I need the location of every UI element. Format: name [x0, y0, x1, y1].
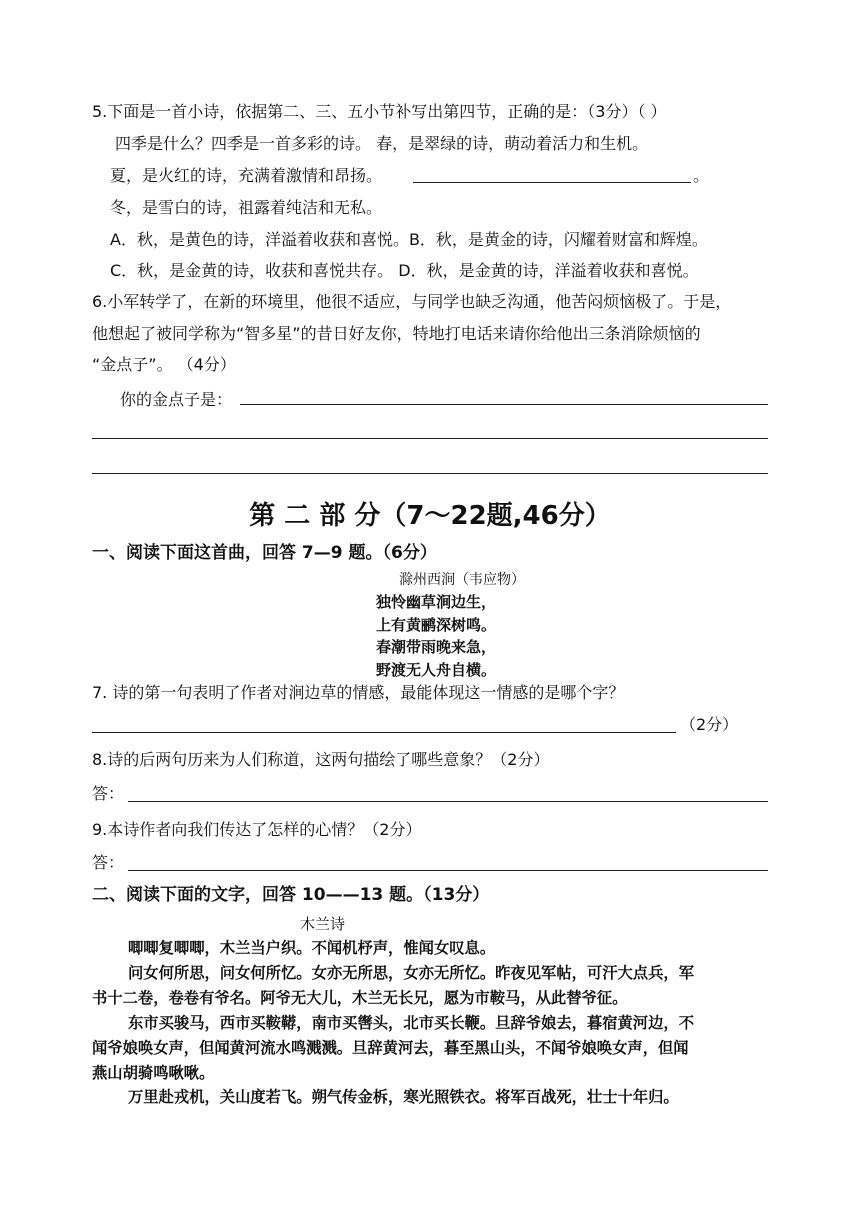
- q6-stem-line-1: 6.小军转学了，在新的环境里，他很不适应，与同学也缺乏沟通，他苦闷烦恼极了。于是，: [92, 292, 732, 311]
- q5-options-ab: A．秋，是黄色的诗，洋溢着收获和喜悦。B．秋，是黄金的诗，闪耀着财富和辉煌。: [110, 230, 708, 249]
- q5-poem-line-1: 四季是什么？四季是一首多彩的诗。 春，是翠绿的诗，萌动着活力和生机。: [115, 134, 649, 153]
- text-line-7: 万里赴戎机，关山度若飞。朔气传金柝，寒光照铁衣。将军百战死，壮士十年归。: [128, 1088, 679, 1106]
- q9-stem: 9.本诗作者向我们传达了怎样的心情？（2分）: [92, 820, 422, 839]
- q7-answer-line[interactable]: [92, 732, 676, 733]
- text-line-6: 燕山胡骑鸣啾啾。: [92, 1064, 215, 1082]
- poem-line-4: 野渡无人舟自横。: [375, 661, 496, 679]
- q8-answer-line[interactable]: [128, 801, 768, 802]
- text-line-3: 书十二卷，卷卷有爷名。阿爷无大儿，木兰无长兄，愿为市鞍马，从此替爷征。: [92, 989, 628, 1007]
- q9-answer-label: 答：: [92, 853, 125, 872]
- section-one-heading: 一、阅读下面这首曲，回答 7—9 题。（6分）: [92, 543, 437, 563]
- q6-answer-line-2[interactable]: [92, 438, 768, 439]
- section-two-heading: 二、阅读下面的文字，回答 10——13 题。（13分）: [92, 885, 490, 905]
- text-line-2: 问女何所思，问女何所忆。女亦无所思，女亦无所忆。昨夜见军帖，可汗大点兵，军: [128, 964, 694, 982]
- poem-title: 滁州西涧（韦应物）: [399, 572, 525, 588]
- poem-line-3: 春潮带雨晚来急，: [375, 638, 496, 656]
- part-two-title: 第 二 部 分（7～22题,46分）: [249, 501, 611, 531]
- poem-line-1: 独怜幽草涧边生，: [375, 593, 496, 611]
- q7-stem: 7. 诗的第一句表明了作者对涧边草的情感，最能体现这一情感的是哪个字？: [92, 683, 625, 702]
- q6-stem-line-3: “金点子”。 （4分）: [92, 355, 236, 374]
- text-line-5: 闻爷娘唤女声，但闻黄河流水鸣溅溅。旦辞黄河去，暮至黑山头，不闻爷娘唤女声，但闻: [92, 1039, 689, 1057]
- q5-poem-line-2: 夏，是火红的诗，充满着激情和昂扬。: [110, 166, 383, 185]
- q5-line2-period: 。: [693, 166, 710, 185]
- q9-answer-line[interactable]: [128, 870, 768, 871]
- q6-stem-line-2: 他想起了被同学称为“智多星”的昔日好友你，特地打电话来请你给他出三条消除烦恼的: [92, 324, 701, 343]
- q8-stem: 8.诗的后两句历来为人们称道，这两句描绘了哪些意象？（2分）: [92, 750, 550, 769]
- q5-stem: 5.下面是一首小诗，依据第二、三、五小节补写出第四节，正确的是：（3分）（ ）: [92, 102, 667, 121]
- q6-answer-label: 你的金点子是：: [120, 390, 233, 409]
- text-line-1: 唧唧复唧唧，木兰当户织。不闻机杼声，惟闻女叹息。: [128, 939, 496, 957]
- poem-line-2: 上有黄鹂深树鸣。: [375, 616, 496, 634]
- q5-answer-blank[interactable]: [413, 182, 691, 183]
- q5-poem-line-3: 冬，是雪白的诗，祖露着纯洁和无私。: [110, 198, 383, 217]
- q6-answer-line-3[interactable]: [92, 473, 768, 474]
- q7-score: （2分）: [680, 715, 739, 734]
- text-line-4: 东市买骏马，西市买鞍鞯，南市买辔头，北市买长鞭。旦辞爷娘去，暮宿黄河边，不: [128, 1014, 694, 1032]
- q6-answer-line-1[interactable]: [240, 404, 768, 405]
- q5-options-cd: C．秋，是金黄的诗，收获和喜悦共存。 D．秋，是金黄的诗，洋溢着收获和喜悦。: [110, 261, 699, 280]
- q8-answer-label: 答：: [92, 784, 125, 803]
- text-title: 木兰诗: [300, 915, 346, 933]
